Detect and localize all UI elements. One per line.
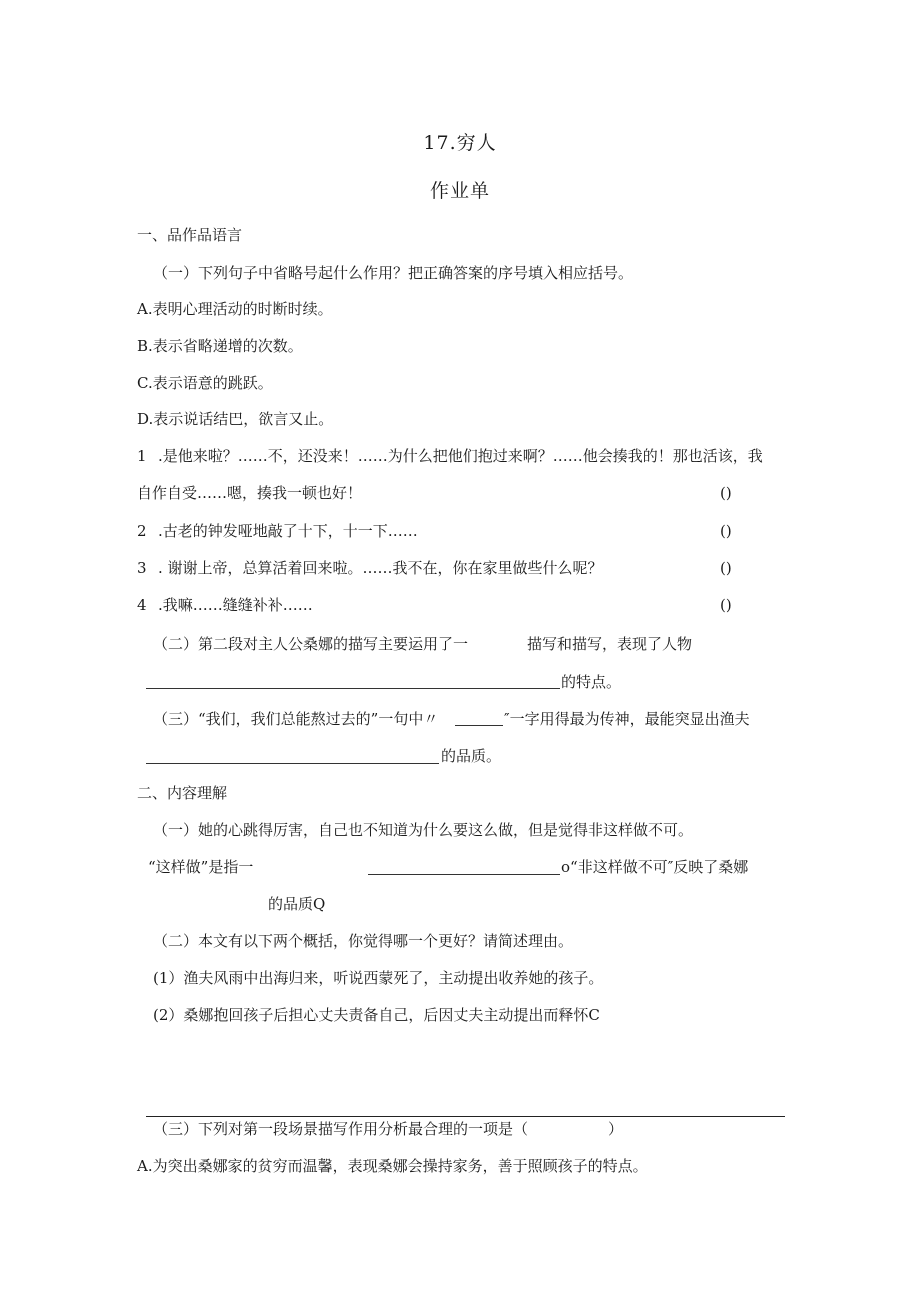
answer-divider-line — [146, 1116, 785, 1117]
item1-number: 1 — [137, 447, 147, 465]
section2-heading: 二、内容理解 — [137, 784, 228, 802]
option-c: C.表示语意的跳跃。 — [137, 374, 273, 392]
section1-q3-text-2: ″一字用得最为传神，最能突显出渔夫 — [504, 710, 750, 728]
item3-text: . 谢谢上帝，总算活着回来啦。……我不在，你在家里做些什么呢？ — [158, 559, 603, 577]
section2-q1-line3: 的品质Q — [268, 895, 326, 913]
section2-q2-option1: (1）渔夫风雨中出海归来，听说西蒙死了，主动提出收养她的孩子。 — [153, 969, 604, 987]
section2-q1-text: （一）她的心跳得厉害，自己也不知道为什么要这么做，但是觉得非这样做不可。 — [153, 821, 694, 839]
section2-q2-option2: (2）桑娜抱回孩子后担心丈夫责备自己，后因丈夫主动提出而释怀C — [153, 1006, 600, 1024]
section1-q3-text: （三）“我们，我们总能熬过去的”一句中〃 — [153, 710, 439, 728]
section1-q2-text-2: 描写和描写，表现了人物 — [527, 635, 693, 653]
section2-q1-line2: “这样做”是指一 — [148, 858, 254, 876]
item2-text: .古老的钟发哑地敲了十下，十一下…… — [158, 522, 418, 540]
item4-text: .我嘛……缝缝补补…… — [158, 596, 313, 614]
section2-q3-option-a: A.为突出桑娜家的贫穷而温馨，表现桑娜会操持家务，善于照顾孩子的特点。 — [137, 1157, 648, 1175]
section2-q2-prompt: （二）本文有以下两个概括，你觉得哪一个更好？请简述理由。 — [153, 932, 574, 950]
option-b: B.表示省略递增的次数。 — [137, 337, 303, 355]
section2-q3-prompt: （三）下列对第一段场景描写作用分析最合理的一项是（ — [153, 1120, 529, 1138]
option-d: D.表示说话结巴，欲言又止。 — [137, 410, 334, 428]
section2-q1-line2-tail: o“非这样做不可″反映了桑娜 — [561, 858, 749, 876]
section1-q2-text: （二）第二段对主人公桑娜的描写主要运用了一 — [153, 635, 469, 653]
q2-answer-blank[interactable] — [146, 688, 560, 689]
item3-answer-paren[interactable]: () — [720, 559, 732, 577]
item1-text: .是他来啦？……不，还没来！……为什么把他们抱过来啊？……他会揍我的！那也活该，我 — [158, 447, 763, 465]
item1-answer-paren[interactable]: () — [720, 484, 732, 502]
item4-number: 4 — [137, 596, 147, 614]
worksheet-title: 17.穷人 — [423, 132, 497, 154]
section1-q1-prompt: （一）下列句子中省略号起什么作用？把正确答案的序号填入相应括号。 — [153, 264, 634, 282]
item3-number: 3 — [137, 559, 147, 577]
section1-q2-tail: 的特点。 — [561, 673, 622, 691]
q3-quality-blank[interactable] — [146, 763, 439, 764]
q3-character-blank[interactable] — [455, 725, 503, 726]
worksheet-subtitle: 作业单 — [429, 180, 490, 202]
section2-q3-paren-close: ） — [608, 1120, 624, 1138]
item1-text-continued: 自作自受……嗯，揍我一顿也好！ — [137, 484, 363, 502]
item4-answer-paren[interactable]: () — [720, 596, 732, 614]
option-a: A.表明心理活动的时断时续。 — [137, 300, 333, 318]
section2-q1-blank[interactable] — [368, 874, 560, 875]
section1-q3-tail: 的品质。 — [441, 747, 502, 765]
section1-heading: 一、品作品语言 — [137, 226, 243, 244]
item2-answer-paren[interactable]: () — [720, 522, 732, 540]
item2-number: 2 — [137, 522, 147, 540]
